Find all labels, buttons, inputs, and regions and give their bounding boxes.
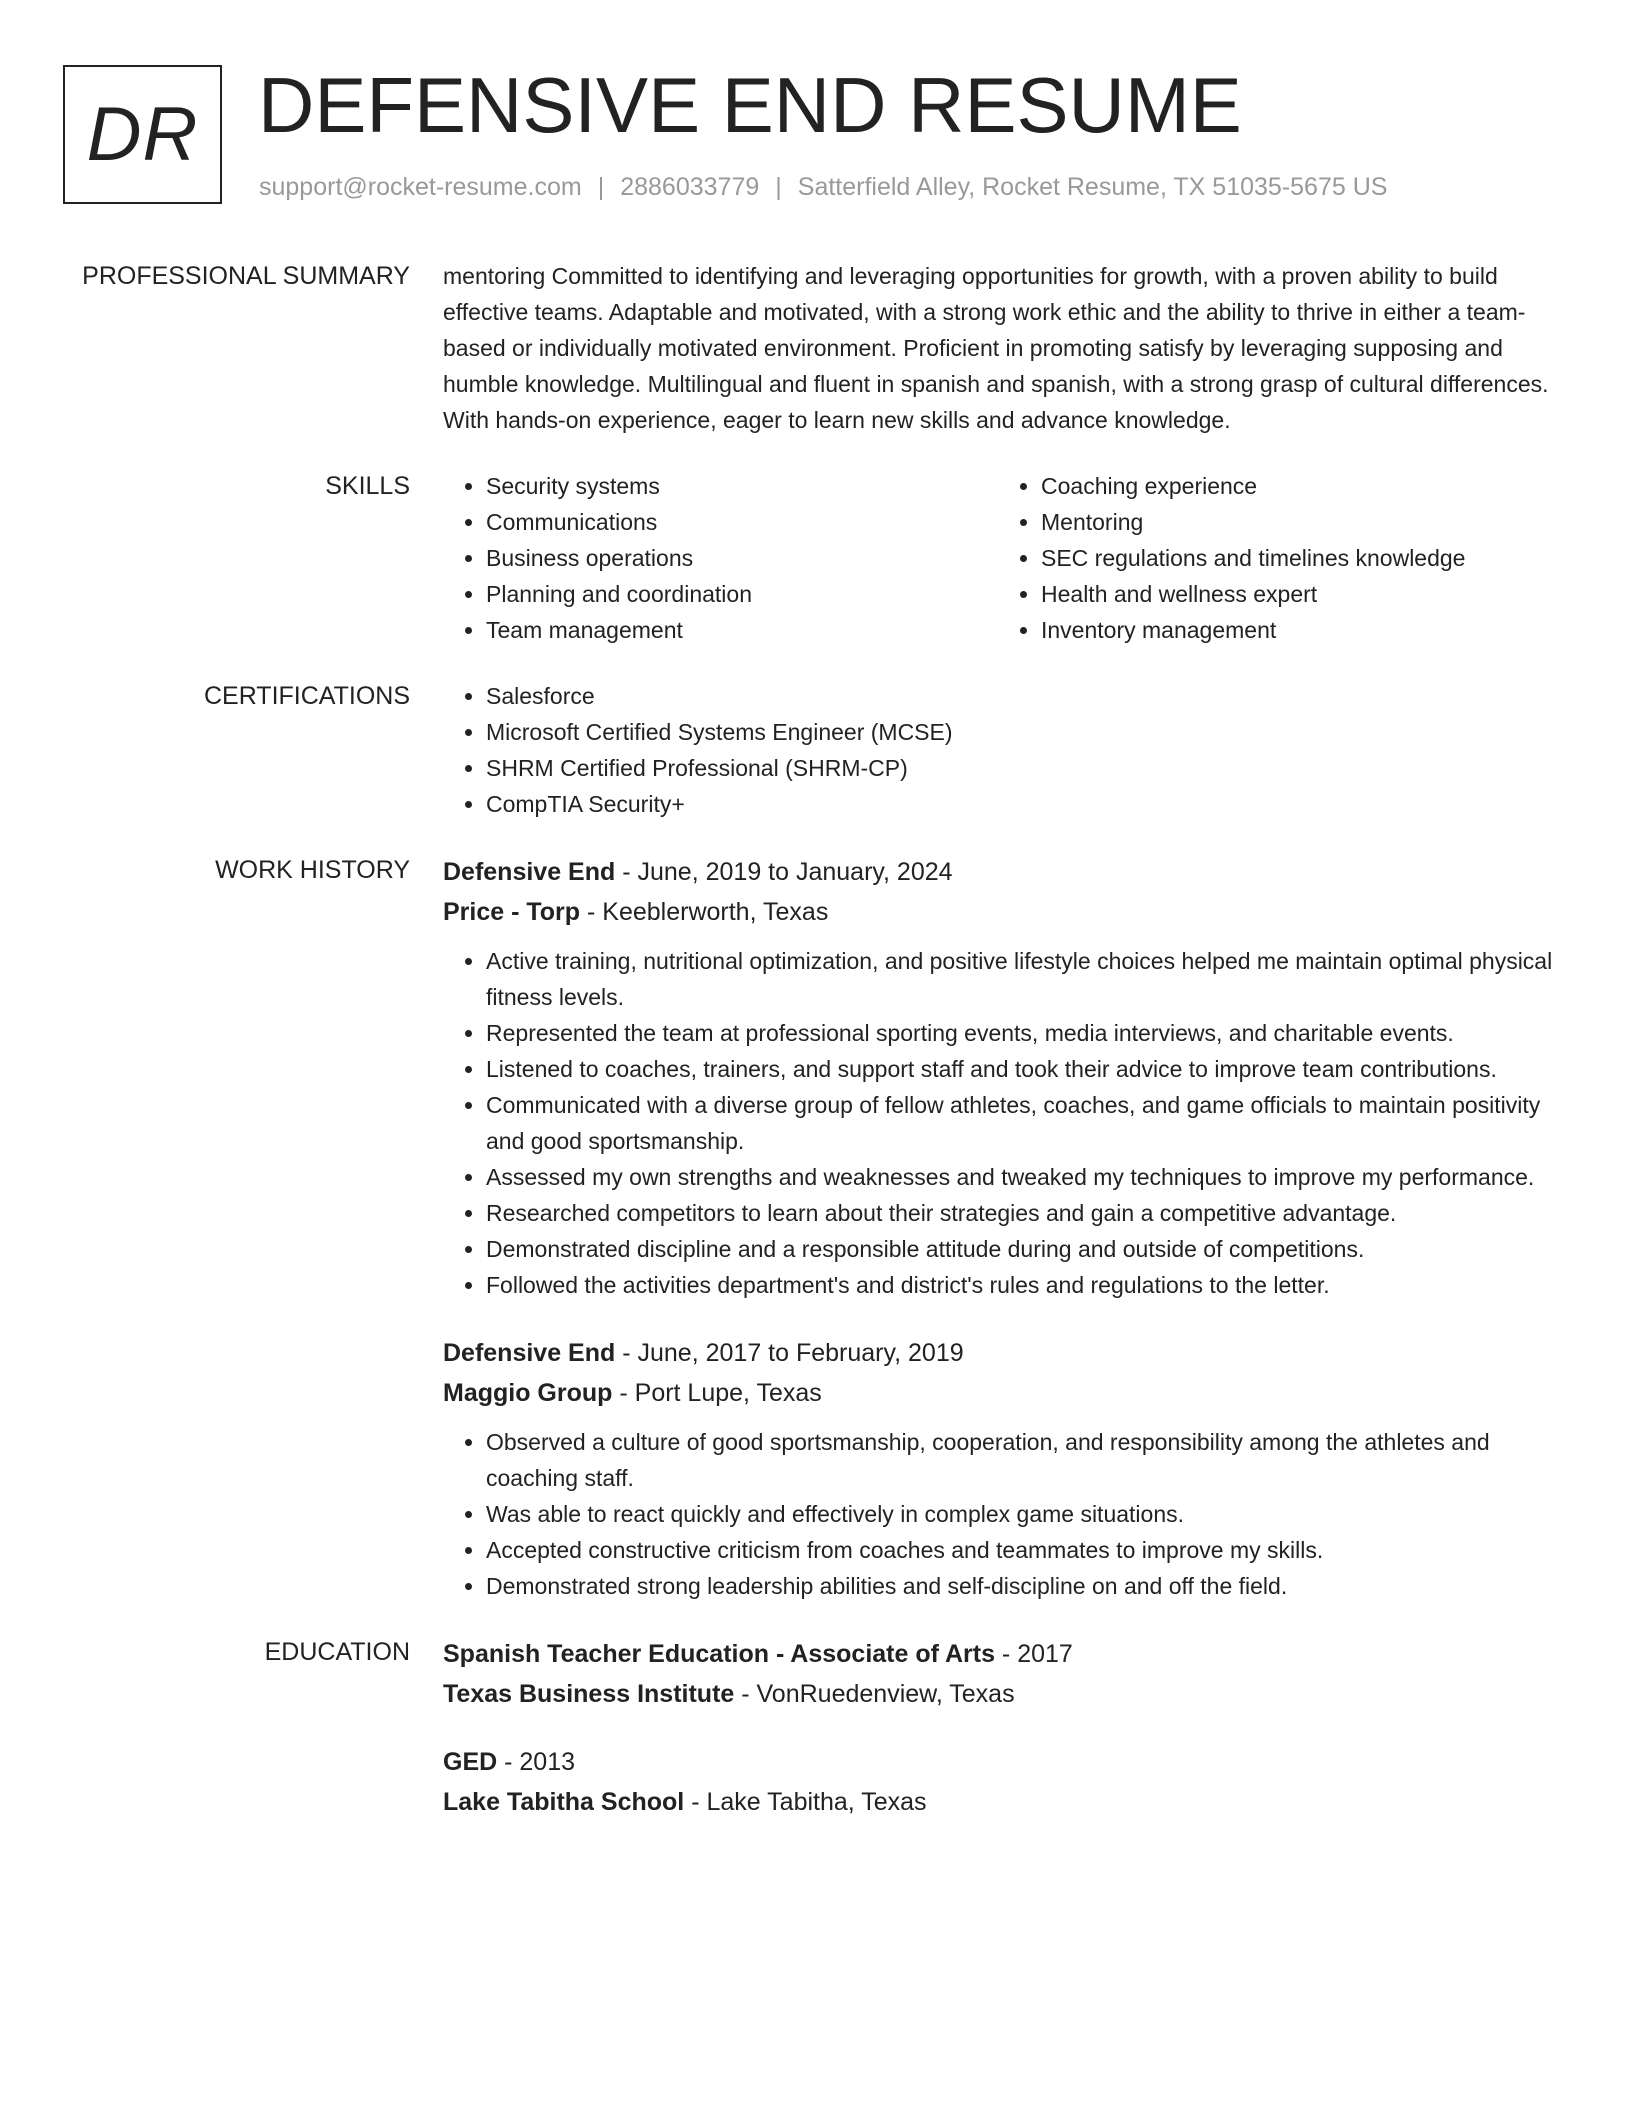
- skill-item: • Planning and coordination: [486, 576, 998, 612]
- job-bullet: • Was able to react quickly and effectively in complex game situations.: [486, 1496, 1553, 1532]
- education-school-line: [443, 1782, 1553, 1822]
- contact-line: [259, 173, 1387, 202]
- job-location: - Keeblerworth, Texas: [580, 898, 829, 926]
- certifications-section: [0, 678, 1632, 822]
- education-school-line: [443, 1674, 1553, 1714]
- job-entry: [443, 852, 1553, 1303]
- education-degree-line: [443, 1634, 1553, 1674]
- skill-item: • SEC regulations and timelines knowledge: [1041, 540, 1553, 576]
- certifications-list: [443, 678, 1553, 822]
- job-bullets: [443, 943, 1553, 1303]
- education-location: - VonRuedenview, Texas: [734, 1680, 1015, 1708]
- section-label: EDUCATION: [264, 1638, 410, 1666]
- job-bullet: • Listened to coaches, trainers, and support staff and took their advice to improve team contributions.: [486, 1051, 1553, 1087]
- skill-item: • Coaching experience: [1041, 468, 1553, 504]
- education-year: - 2017: [994, 1640, 1073, 1668]
- education-degree-line: [443, 1742, 1553, 1782]
- job-title: Defensive End: [443, 858, 616, 886]
- contact-phone: 2886033779: [620, 173, 760, 201]
- skill-item: • Security systems: [486, 468, 998, 504]
- education-degree: Spanish Teacher Education - Associate of Arts: [443, 1640, 995, 1668]
- skill-item: • Mentoring: [1041, 504, 1553, 540]
- skill-item: • Health and wellness expert: [1041, 576, 1553, 612]
- education-section: [0, 1634, 1632, 1822]
- job-location: - Port Lupe, Texas: [612, 1379, 822, 1407]
- job-bullet: • Assessed my own strengths and weaknesses and tweaked my techniques to improve my performance.: [486, 1159, 1553, 1195]
- summary-text: mentoring Committed to identifying and leveraging opportunities for growth, with a proven ability to build effective teams. Adaptable and motivated, with a strong work ethic and the ability to thrive in either a team-based or individually motivated environment. Proficient in promoting satisfy by leveraging supposing and humble knowledge. Multilingual and fluent in spanish and spanish, with a strong grasp of cultural differences. With hands-on experience, eager to learn new skills and advance knowledge.: [443, 263, 1549, 433]
- work-history-section: [0, 852, 1632, 1604]
- skill-item: • Team management: [486, 612, 998, 648]
- certification-item: • Microsoft Certified Systems Engineer (MCSE): [486, 714, 1553, 750]
- education-entry: [443, 1634, 1553, 1714]
- resume-content: [0, 258, 1632, 1852]
- summary-section: [0, 258, 1632, 438]
- section-label: PROFESSIONAL SUMMARY: [82, 262, 410, 290]
- job-dates: - June, 2017 to February, 2019: [615, 1339, 964, 1367]
- job-bullets: [443, 1424, 1553, 1604]
- job-bullet: • Accepted constructive criticism from coaches and teammates to improve my skills.: [486, 1532, 1553, 1568]
- contact-separator: |: [597, 173, 605, 201]
- section-label: CERTIFICATIONS: [203, 682, 410, 710]
- job-bullet: • Researched competitors to learn about their strategies and gain a competitive advantage.: [486, 1195, 1553, 1231]
- certification-item: • CompTIA Security+: [486, 786, 1553, 822]
- resume-header: [63, 61, 1572, 215]
- job-bullet: • Followed the activities department's and district's rules and regulations to the letter.: [486, 1267, 1553, 1303]
- job-bullet: • Active training, nutritional optimization, and positive lifestyle choices helped me maintain optimal physical fitness levels.: [486, 943, 1553, 1015]
- contact-address: Satterfield Alley, Rocket Resume, TX 51035-5675 US: [797, 173, 1388, 201]
- certification-item: • SHRM Certified Professional (SHRM-CP): [486, 750, 1553, 786]
- education-location: - Lake Tabitha, Texas: [684, 1788, 927, 1816]
- contact-separator: |: [775, 173, 782, 201]
- education-entry: [443, 1742, 1553, 1822]
- skill-item: • Business operations: [486, 540, 998, 576]
- job-bullet: • Observed a culture of good sportsmanship, cooperation, and responsibility among the athletes and coaching staff.: [486, 1424, 1553, 1496]
- job-company-line: [443, 1373, 1553, 1413]
- resume-title: DEFENSIVE END RESUME: [258, 61, 1242, 149]
- skills-section: [0, 468, 1632, 648]
- job-title-line: [443, 852, 1553, 892]
- skill-item: • Communications: [486, 504, 998, 540]
- education-school: Lake Tabitha School: [443, 1788, 685, 1816]
- job-bullet: • Represented the team at professional sporting events, media interviews, and charitable events.: [486, 1015, 1553, 1051]
- education-year: - 2013: [497, 1748, 576, 1776]
- contact-email: support@rocket-resume.com: [259, 173, 582, 201]
- skills-list-left: [443, 468, 998, 648]
- job-dates: - June, 2019 to January, 2024: [615, 858, 953, 886]
- job-title: Defensive End: [443, 1339, 616, 1367]
- certification-item: • Salesforce: [486, 678, 1553, 714]
- job-title-line: [443, 1333, 1553, 1373]
- job-bullet: • Demonstrated discipline and a responsible attitude during and outside of competitions.: [486, 1231, 1553, 1267]
- job-bullet: • Demonstrated strong leadership abilities and self-discipline on and off the field.: [486, 1568, 1553, 1604]
- skills-list-right: [998, 468, 1553, 648]
- job-company-line: [443, 892, 1553, 932]
- section-label: SKILLS: [325, 472, 410, 500]
- skill-item: • Inventory management: [1041, 612, 1553, 648]
- job-company: Price - Torp: [443, 898, 581, 926]
- education-school: Texas Business Institute: [443, 1680, 735, 1708]
- section-label: WORK HISTORY: [215, 856, 410, 884]
- job-company: Maggio Group: [443, 1379, 613, 1407]
- education-degree: GED: [443, 1748, 498, 1776]
- monogram-badge: DR: [63, 65, 222, 204]
- job-entry: [443, 1333, 1553, 1604]
- job-bullet: • Communicated with a diverse group of fellow athletes, coaches, and game officials to maintain positivity and good sportsmanship.: [486, 1087, 1553, 1159]
